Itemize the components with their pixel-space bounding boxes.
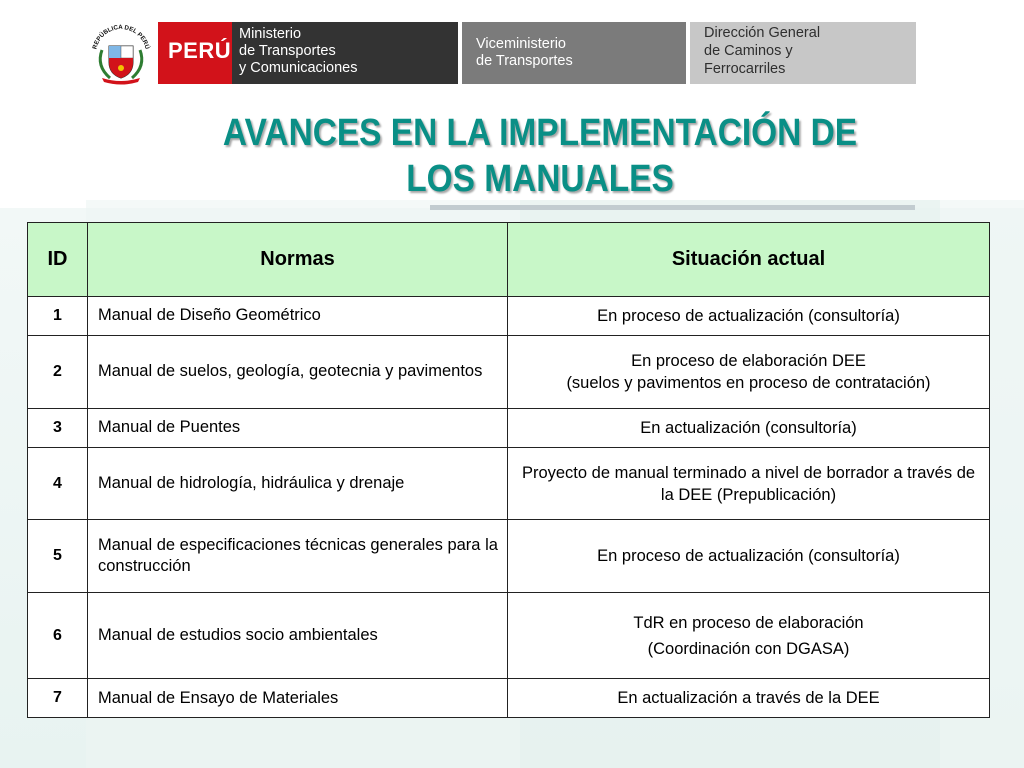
ministerio-line-3: y Comunicaciones <box>239 60 358 76</box>
row-norma: Manual de especificaciones técnicas generales para la construcción <box>88 520 508 593</box>
viceministerio-line-1: Viceministerio <box>476 36 566 52</box>
situacion-line: (suelos y pavimentos en proceso de contratación) <box>566 373 931 392</box>
row-id: 3 <box>28 408 88 447</box>
situacion-line: En proceso de elaboración DEE <box>631 351 866 370</box>
situacion-line: En actualización a través de la DEE <box>617 689 880 708</box>
row-situacion <box>508 408 990 447</box>
row-norma: Manual de suelos, geología, geotecnia y pavimentos <box>88 335 508 408</box>
row-id: 1 <box>28 297 88 336</box>
row-norma: Manual de Puentes <box>88 408 508 447</box>
table-header-row <box>28 223 990 297</box>
situacion-line: En actualización (consultoría) <box>640 418 857 437</box>
slide-title-line-2: LOS MANUALES <box>406 158 674 200</box>
slide-title <box>162 110 919 202</box>
table-row <box>28 593 990 679</box>
row-norma: Manual de Ensayo de Materiales <box>88 679 508 718</box>
row-situacion <box>508 679 990 718</box>
situacion-line: Proyecto de manual terminado a nivel de borrador a través de la DEE (Prepublicación) <box>521 463 976 504</box>
manuals-table-container <box>27 222 990 718</box>
direccion-block <box>690 22 916 84</box>
direccion-line-2: de Caminos y <box>704 43 793 59</box>
row-norma: Manual de estudios socio ambientales <box>88 593 508 679</box>
table-row <box>28 408 990 447</box>
ministerio-block <box>232 22 458 84</box>
table-row <box>28 520 990 593</box>
row-situacion <box>508 593 990 679</box>
row-situacion <box>508 297 990 336</box>
situacion-line: En proceso de actualización (consultoría) <box>597 306 900 325</box>
ministerio-line-2: de Transportes <box>239 43 336 59</box>
ministerio-line-1: Ministerio <box>239 26 302 42</box>
row-id: 6 <box>28 593 88 679</box>
row-id: 2 <box>28 335 88 408</box>
header-id: ID <box>28 223 88 297</box>
table-row <box>28 297 990 336</box>
header-banner <box>88 18 918 88</box>
row-norma: Manual de hidrología, hidráulica y drenaje <box>88 447 508 520</box>
row-id: 7 <box>28 679 88 718</box>
row-id: 4 <box>28 447 88 520</box>
peru-label: PERÚ <box>168 38 232 63</box>
row-situacion <box>508 520 990 593</box>
row-id: 5 <box>28 520 88 593</box>
shield-arc-text: REPÚBLICA DEL PERÚ <box>91 23 151 51</box>
viceministerio-line-2: de Transportes <box>476 53 573 69</box>
situacion-line: (Coordinación con DGASA) <box>647 639 850 658</box>
slide-title-line-1: AVANCES EN LA IMPLEMENTACIÓN DE <box>222 112 858 154</box>
direccion-line-3: Ferrocarriles <box>704 61 786 77</box>
row-norma: Manual de Diseño Geométrico <box>88 297 508 336</box>
manuals-table <box>27 222 990 718</box>
situacion-line: En proceso de actualización (consultoría) <box>597 547 900 566</box>
header-normas: Normas <box>88 223 508 297</box>
table-row <box>28 335 990 408</box>
table-row <box>28 447 990 520</box>
row-situacion <box>508 335 990 408</box>
situacion-line: TdR en proceso de elaboración <box>633 613 864 632</box>
table-row <box>28 679 990 718</box>
coat-of-arms-logo <box>88 20 154 86</box>
viceministerio-block <box>462 22 686 84</box>
row-situacion <box>508 447 990 520</box>
header-situacion: Situación actual <box>508 223 990 297</box>
direccion-line-1: Dirección General <box>704 25 821 41</box>
title-underline-decoration <box>430 205 915 210</box>
